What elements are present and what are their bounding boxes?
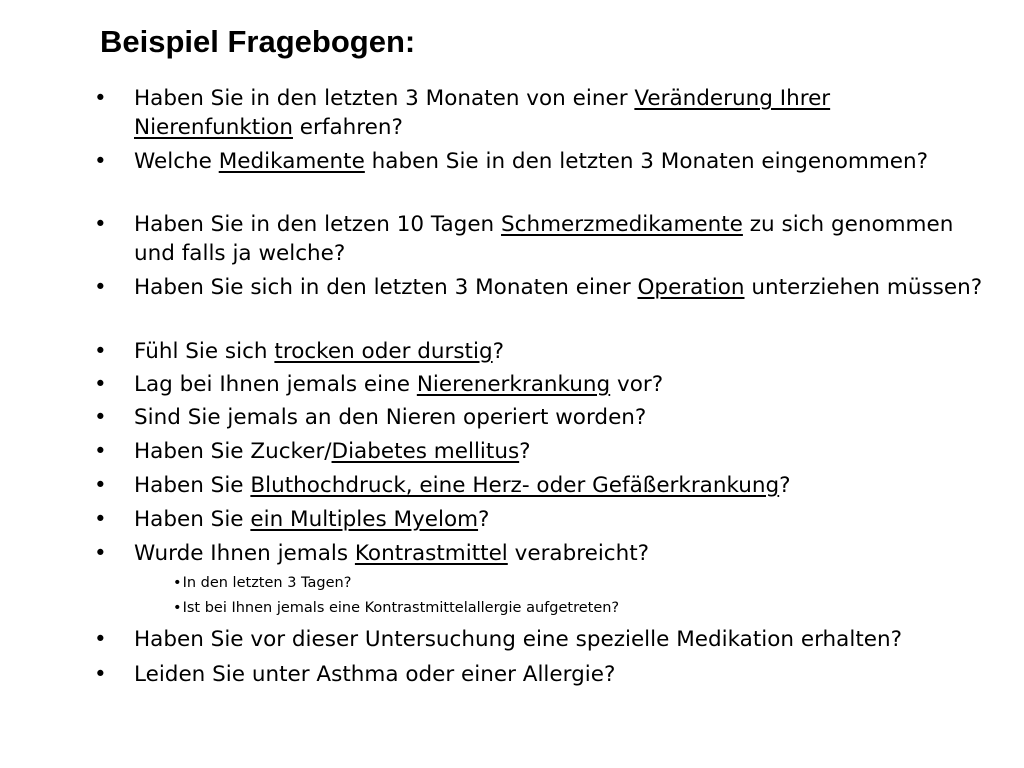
- question-text: Haben Sie in den letzten 3 Monaten von einer: [134, 86, 635, 111]
- question-text-end: verabreicht?: [507, 541, 650, 566]
- list-item: [94, 625, 994, 654]
- slide-title: Beispiel Fragebogen:: [100, 24, 416, 59]
- question-text-end: ?: [779, 473, 791, 498]
- question-text-end: ?: [478, 507, 490, 532]
- list-item: [94, 539, 994, 568]
- question-text: Haben Sie Zucker/: [134, 439, 332, 464]
- bullet-icon: •: [94, 212, 107, 237]
- question-text: Haben Sie sich in den letzten 3 Monaten einer: [134, 275, 638, 300]
- question-keyword: trocken oder durstig: [274, 339, 493, 364]
- bullet-icon: •: [94, 439, 107, 464]
- list-item: [94, 471, 994, 500]
- question-text-end: erfahren?: [292, 115, 403, 140]
- list-item: [94, 84, 994, 142]
- list-item: [94, 273, 994, 302]
- question-text-end: ?: [492, 339, 505, 364]
- bullet-icon: •: [94, 473, 107, 498]
- question-keyword: Diabetes mellitus: [331, 439, 520, 464]
- question-keyword: ein Multiples Myelom: [250, 507, 479, 532]
- question-text-end: ?: [519, 439, 531, 464]
- bullet-icon: •: [94, 149, 107, 174]
- question-text: Leiden Sie unter Asthma oder einer Allergie?: [134, 662, 616, 687]
- question-text-end: vor?: [610, 372, 664, 397]
- bullet-icon: •: [94, 627, 107, 652]
- sub-bullet-icon: •: [173, 600, 182, 616]
- question-text-end: haben Sie in den letzten 3 Monaten eingenommen?: [364, 149, 929, 174]
- question-text: Haben Sie: [134, 473, 251, 498]
- question-keyword: Nierenerkrankung: [416, 372, 611, 397]
- question-keyword: Kontrastmittel: [354, 541, 508, 566]
- sub-list-item: [173, 573, 973, 593]
- question-text: Haben Sie vor dieser Untersuchung eine spezielle Medikation erhalten?: [134, 627, 903, 652]
- sub-list-item: [173, 598, 973, 618]
- list-item: [94, 660, 994, 689]
- question-text: Fühl Sie sich: [134, 339, 275, 364]
- bullet-icon: •: [94, 86, 107, 111]
- list-item: [94, 437, 994, 466]
- question-keyword: Medikamente: [218, 149, 365, 174]
- bullet-icon: •: [94, 662, 107, 687]
- subquestion-text: Ist bei Ihnen jemals eine Kontrastmittelallergie aufgetreten?: [182, 600, 620, 616]
- bullet-icon: •: [94, 405, 107, 430]
- question-keyword: Operation: [637, 275, 745, 300]
- question-text: Lag bei Ihnen jemals eine: [134, 372, 417, 397]
- subquestion-text: In den letzten 3 Tagen?: [182, 575, 352, 591]
- list-item: [94, 210, 994, 268]
- bullet-icon: •: [94, 541, 107, 566]
- question-text-end: unterziehen müssen?: [744, 275, 983, 300]
- list-item: [94, 147, 994, 176]
- question-text: Wurde Ihnen jemals: [134, 541, 355, 566]
- bullet-icon: •: [94, 275, 107, 300]
- list-item: [94, 505, 994, 534]
- question-text: Haben Sie: [134, 507, 251, 532]
- question-text: Welche: [134, 149, 219, 174]
- list-item: [94, 370, 994, 399]
- bullet-icon: •: [94, 372, 107, 397]
- question-keyword: Bluthochdruck, eine Herz- oder Gefäßerkrankung: [250, 473, 780, 498]
- list-item: [94, 403, 994, 432]
- question-keyword: Schmerzmedikamente: [501, 212, 743, 237]
- sub-bullet-icon: •: [173, 575, 182, 591]
- list-item: [94, 337, 994, 366]
- bullet-icon: •: [94, 339, 107, 364]
- question-keyword: Veränderung Ihrer Nierenfunktion: [134, 86, 831, 140]
- question-text: Haben Sie in den letzen 10 Tagen: [134, 212, 502, 237]
- bullet-icon: •: [94, 507, 107, 532]
- question-text-end: zu sich genommen und falls ja welche?: [134, 212, 954, 266]
- question-text: Sind Sie jemals an den Nieren operiert worden?: [134, 405, 647, 430]
